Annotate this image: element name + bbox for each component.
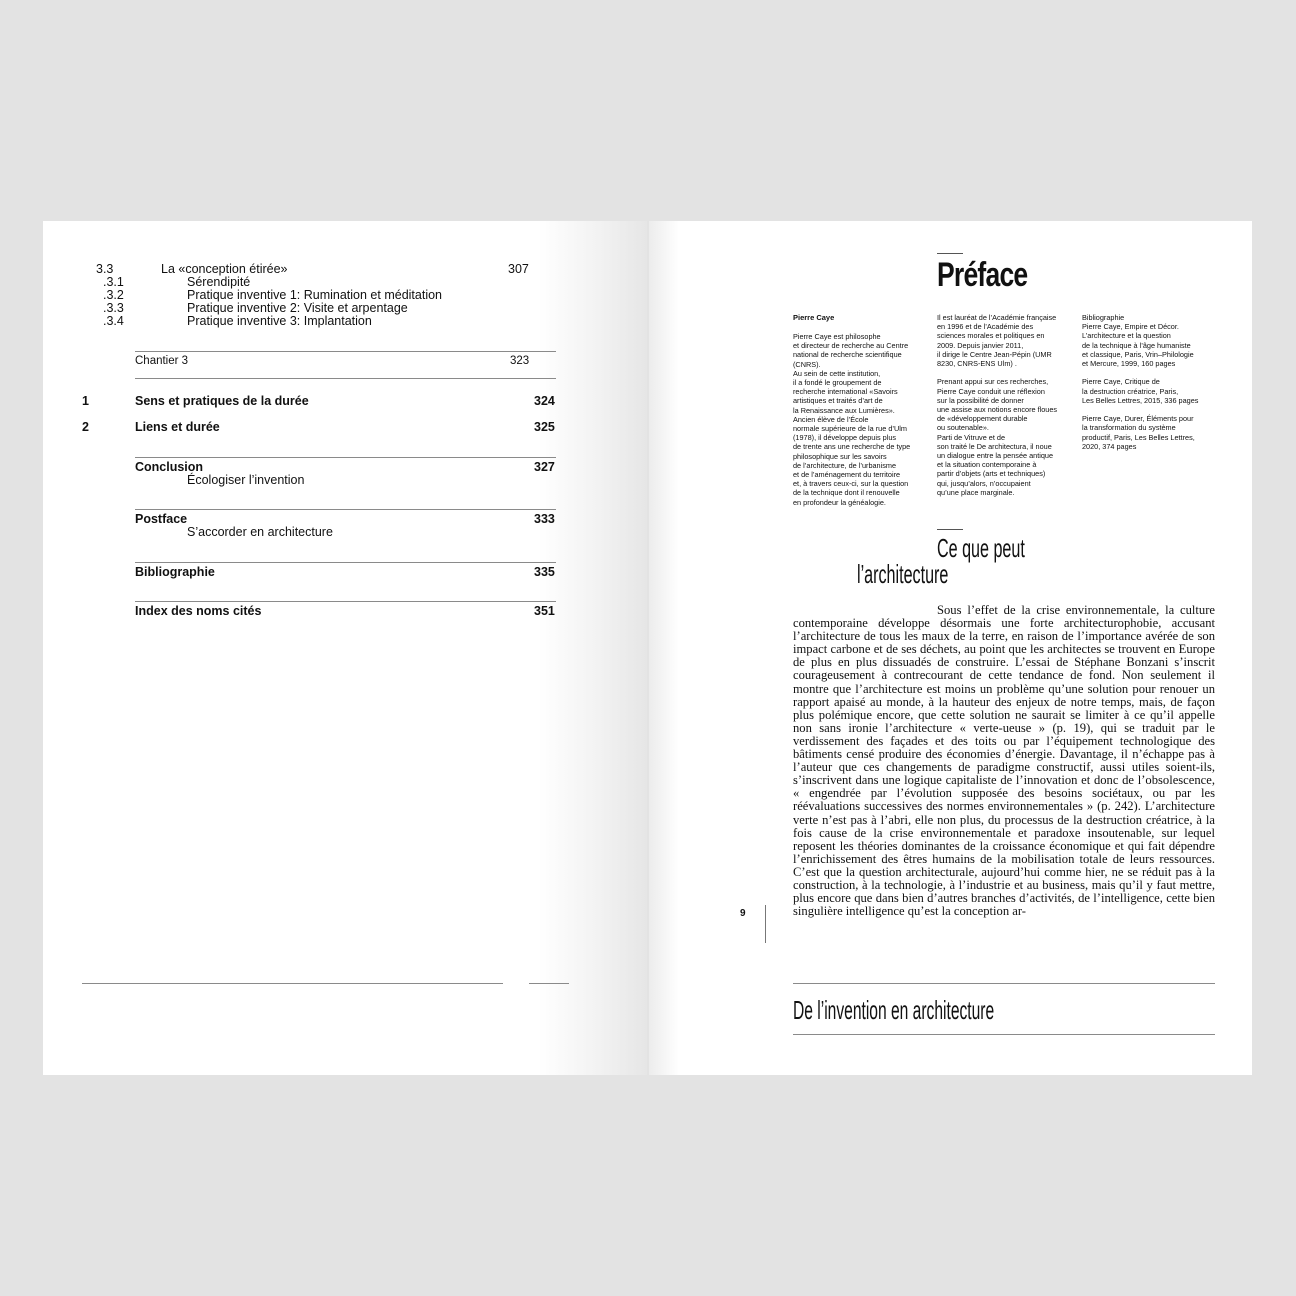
- toc-subsection-title: Pratique inventive 2: Visite et arpentage: [187, 301, 408, 315]
- toc-chapter-number: 1: [82, 394, 89, 408]
- divider: [135, 351, 556, 352]
- toc-subsection-title: La «conception étirée»: [161, 262, 288, 276]
- toc-section-page: 335: [534, 565, 555, 579]
- toc-subsection-number: .3.2: [103, 288, 124, 302]
- toc-chapter-title: Liens et durée: [135, 420, 220, 434]
- divider: [135, 562, 556, 563]
- subheading-line-2: l’architecture: [857, 559, 949, 589]
- toc-chapter-page: 325: [534, 420, 555, 434]
- running-title: De l’invention en architecture: [793, 995, 995, 1025]
- preface-heading: Préface: [937, 256, 1028, 294]
- toc-section-title: Index des noms cités: [135, 604, 262, 618]
- toc-section-subtitle: S’accorder en architecture: [187, 525, 333, 539]
- toc-subsection-title: Sérendipité: [187, 275, 251, 289]
- toc-subsection-number: .3.3: [103, 301, 124, 315]
- toc-subsection-page: 307: [508, 262, 529, 276]
- toc-chapter-page: 324: [534, 394, 555, 408]
- divider: [135, 509, 556, 510]
- toc-subsection-title: Pratique inventive 3: Implantation: [187, 314, 372, 328]
- toc-section-title: Conclusion: [135, 460, 204, 474]
- toc-subsection-number: .3.1: [103, 275, 124, 289]
- footer-rule: [82, 983, 503, 984]
- divider: [135, 457, 556, 458]
- margin-rule: [765, 905, 766, 943]
- preface-body: [793, 604, 1215, 918]
- toc-section-subtitle: Écologiser l’invention: [187, 473, 305, 487]
- toc-subsection-number: .3.4: [103, 314, 124, 328]
- right-page: [649, 221, 1252, 1075]
- author-bio-column-2: Il est lauréat de l’Académie française en 1996 et de l’Académie des sciences morales et politiques en 2009. Depuis janvier 2011, il dirige le Centre Jean-Pépin (UMR 8230, CNRS-ENS Ulm) . Prenant appui sur ces recherches, Pierre Caye conduit une réflexion sur la possibilité de donner une assise aux notions encore floues de «développement durable ou soutenable». Parti de Vitruve et de son traité le De architectura, il noue un dialogue entre la pensée antique et la situation contemporaine à partir d’objets (arts et techniques) qui, jusqu’alors, n’occupaient qu’une place marginale.: [937, 313, 1058, 497]
- toc-chantier-page: 323: [510, 355, 530, 367]
- left-page: [43, 221, 647, 1075]
- footer-rule: [529, 983, 569, 984]
- toc-section-page: 351: [534, 604, 555, 618]
- author-name: Pierre Caye: [793, 313, 835, 322]
- page-number: 9: [740, 908, 746, 919]
- toc-section-title: Postface: [135, 512, 188, 526]
- footer-rule: [793, 1034, 1215, 1035]
- subheading-rule: [937, 529, 963, 530]
- heading-rule: [937, 253, 963, 254]
- toc-section-title: Bibliographie: [135, 565, 215, 579]
- author-bio-column-1: Pierre Caye est philosophe et directeur de recherche au Centre national de recherche scientifique (CNRS). Au sein de cette institution, il a fondé le groupement de recherche international «Savoirs artistiques et traités d’art de la Renaissance aux Lumières». Ancien élève de l’École normale supérieure de la rue d’Ulm (1978), il développe depuis plus de trente ans une recherche de type philosophique sur les savoirs de l’architecture, de l’urbanisme et de l’aménagement du territoire et, à travers ceux-ci, sur la question de la technique dont il renouvelle en profondeur la généalogie.: [793, 332, 911, 507]
- toc-section-page: 333: [534, 512, 555, 526]
- toc-chantier-title: Chantier 3: [135, 355, 189, 367]
- toc-chapter-number: 2: [82, 420, 89, 434]
- toc-subsection-title: Pratique inventive 1: Rumination et méditation: [187, 288, 443, 302]
- author-bibliography-column: Bibliographie Pierre Caye, Empire et Décor. L’architecture et la question de la technique à l’âge humaniste et classique, Paris, Vrin–Philologie et Mercure, 1999, 160 pages Pierre Caye, Critique de la destruction créatrice, Paris, Les Belles Lettres, 2015, 336 pages Pierre Caye, Durer, Éléments pour la transformation du système productif, Paris, Les Belles Lettres, 2020, 374 pages: [1082, 313, 1199, 451]
- footer-rule: [793, 983, 1215, 984]
- toc-subsection-number: 3.3: [96, 262, 114, 276]
- divider: [135, 601, 556, 602]
- subheading-line-1: Ce que peut: [937, 533, 1025, 563]
- toc-section-page: 327: [534, 460, 555, 474]
- toc-chapter-title: Sens et pratiques de la durée: [135, 394, 309, 408]
- divider: [135, 378, 556, 379]
- body-paragraph: Sous l’effet de la crise environnementale, la culture contemporaine développe désormais une forte architecturophobie, accusant l’architecture de tous les maux de la terre, en raison de l’importance avérée de son impact carbone et de ses déchets, au point que les architectes se trouvent en Europe de plus en plus dissuadés de construire. L’essai de Stéphane Bonzani s’inscrit courageusement à contrecourant de cette tendance de fond. Non seulement il montre que l’architecture est moins un problème qu’une solution pour renouer un rapport apaisé au monde, à la hauteur des enjeux de notre temps, mais, de façon plus polémique encore, que cette solution ne saurait se limiter à ce qu’il appelle non sans ironie l’architecture « verte-ueuse » (p. 19), qui se traduit par le verdissement des façades et des toits ou par l’équipement technologique des bâtiments censé produire des économies d’énergie. Davantage, il n’échappe pas à l’auteur que ces changements de paradigme constructif, aussi utiles soient-ils, s’inscrivent dans une logique capitaliste de l’innovation et donc de l’obsolescence, « engendrée par l’évolution supposée des besoins sociétaux, ou par les réévaluations successives des normes environnementales » (p. 242). L’architecture verte n’est pas à l’abri, elle non plus, du processus de la destruction créatrice, à la fois cause de la crise environnementale et paradoxe insoutenable, sur lequel reposent les théories dominantes de la croissance économique et qui fait dépendre l’enrichissement des êtres humains de la mobilisation totale de leurs ressources. C’est que la question architecturale, aujourd’hui comme hier, ne se réduit pas à la construction, à la technologie, à l’industrie et au business, mais qu’il y faut mettre, plus encore que dans bien d’autres branches d’activités, de l’intelligence, cette bien singulière intelligence qu’est la conception ar-: [793, 603, 1215, 919]
